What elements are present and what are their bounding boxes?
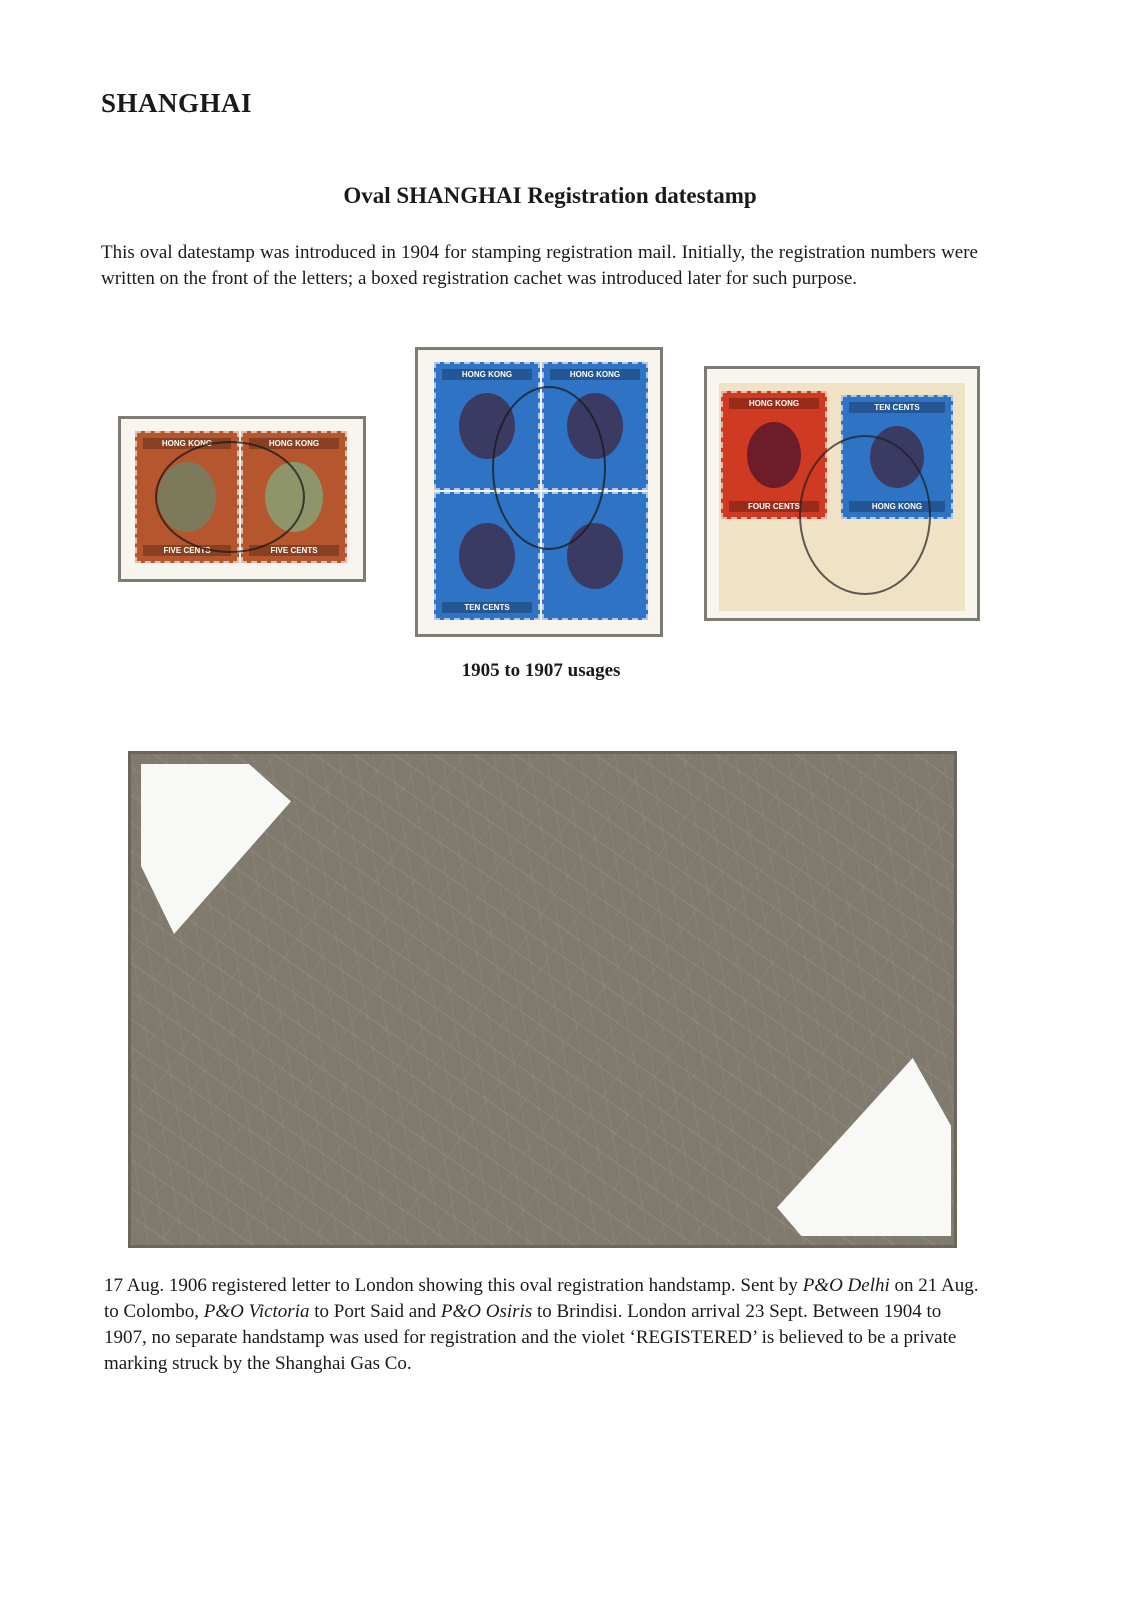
mounting-corner — [141, 764, 291, 934]
description-text: 17 Aug. 1906 registered letter to London showing this oval registration handstamp. Sent by — [104, 1275, 803, 1296]
description-text: to Port Said and — [309, 1301, 441, 1322]
stamp-label-top: HONG KONG — [729, 398, 819, 409]
stamps-on-piece-mount — [704, 366, 980, 621]
stamp-label-top: HONG KONG — [442, 369, 532, 380]
ship-name: P&O Osiris — [440, 1301, 533, 1322]
king-portrait — [459, 523, 515, 589]
oval-postmark — [492, 386, 606, 550]
page-heading: SHANGHAI — [101, 88, 253, 118]
ship-name: P&O Delhi — [802, 1275, 890, 1296]
description-text: Between 1904 to 1907, no separate handstamp was used for registration and the violet ‘REGISTERED’ is believed to be a private marking struck by the Shanghai Gas Co. — [104, 1301, 957, 1374]
stamp-label-bottom: FIVE CENTS — [249, 545, 339, 556]
cover-description — [104, 1273, 984, 1377]
stamp-label-bottom: FIVE CENTS — [143, 545, 231, 556]
stamps-caption: 1905 to 1907 usages — [461, 660, 621, 681]
cover-placeholder-card — [128, 751, 957, 1248]
stamp-label-top: HONG KONG — [249, 438, 339, 449]
stamp-pair-mount — [118, 416, 366, 582]
stamp-label-top: TEN CENTS — [849, 402, 945, 413]
section-title: Oval SHANGHAI Registration datestamp — [343, 183, 757, 208]
stamp-label-top: HONG KONG — [550, 369, 640, 380]
description-text: to Brindisi. London arrival 23 Sept. — [532, 1301, 808, 1322]
description-text: on 21 Aug. to Colombo, — [104, 1275, 979, 1322]
oval-postmark — [155, 441, 305, 553]
stamp-block-mount — [415, 347, 663, 637]
ship-name: P&O Victoria — [203, 1301, 310, 1322]
stamp-label-top: HONG KONG — [143, 438, 231, 449]
intro-paragraph: This oval datestamp was introduced in 1904 for stamping registration mail. Initially, the registration numbers were written on the front of the letters; a boxed registration cachet was introduced later for such purpose. — [101, 242, 978, 289]
mounting-corner — [777, 1058, 951, 1236]
oval-postmark — [799, 435, 931, 595]
king-portrait — [747, 422, 801, 488]
stamp-label-bottom: HONG KONG — [849, 501, 945, 512]
stamp-label-bottom: TEN CENTS — [442, 602, 532, 613]
stamp-label-bottom: FOUR CENTS — [729, 501, 819, 512]
